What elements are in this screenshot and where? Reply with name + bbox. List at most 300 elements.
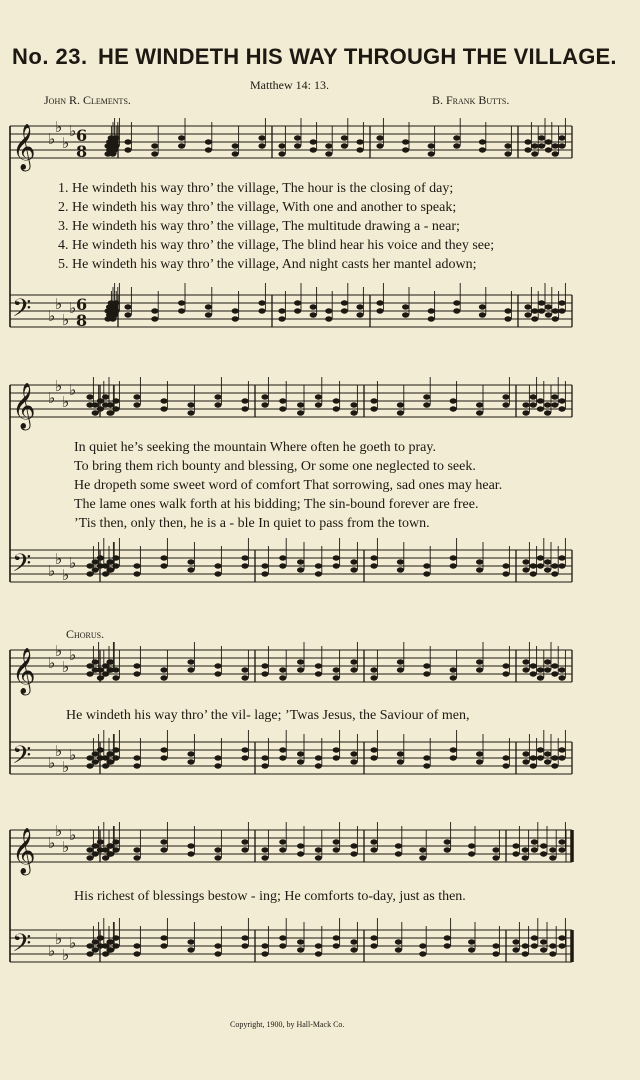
flat-sign-icon: ♭ xyxy=(62,758,70,776)
note-head xyxy=(333,406,340,411)
note-head xyxy=(558,839,565,844)
flat-sign-icon: ♭ xyxy=(69,381,77,399)
note-head xyxy=(294,300,301,305)
flat-sign-icon: ♭ xyxy=(69,646,77,664)
note-head xyxy=(187,751,194,756)
note-head xyxy=(370,839,377,844)
note-head xyxy=(325,308,332,313)
note-head xyxy=(370,935,377,940)
note-head xyxy=(522,751,529,756)
note-head xyxy=(397,667,404,672)
note-head xyxy=(540,939,547,944)
note-head xyxy=(552,143,559,148)
note-head xyxy=(279,935,286,940)
note-head xyxy=(397,751,404,756)
flat-sign-icon: ♭ xyxy=(55,377,63,395)
note-head xyxy=(423,663,430,668)
note-head xyxy=(530,571,537,576)
note-head xyxy=(537,398,544,403)
note-head xyxy=(232,143,239,148)
note-head xyxy=(551,402,558,407)
note-head xyxy=(92,851,99,856)
note-head xyxy=(315,571,322,576)
note-head xyxy=(106,759,113,764)
note-head xyxy=(151,143,158,148)
note-head xyxy=(261,402,268,407)
verse-1-line-1: 1. He windeth his way thro’ the village, The hour is the closing of day; xyxy=(58,181,454,196)
note-head xyxy=(124,312,131,317)
note-head xyxy=(151,151,158,156)
note-head xyxy=(106,559,113,564)
flat-sign-icon: ♭ xyxy=(69,122,77,140)
note-head xyxy=(350,939,357,944)
note-head xyxy=(545,304,552,309)
note-head xyxy=(106,402,113,407)
note-head xyxy=(423,571,430,576)
note-head xyxy=(476,567,483,572)
note-head xyxy=(205,139,212,144)
time-signature-bottom: 8 xyxy=(76,142,88,161)
note-head xyxy=(261,855,268,860)
note-head xyxy=(124,147,131,152)
note-head xyxy=(187,659,194,664)
note-head xyxy=(512,843,519,848)
note-head xyxy=(133,394,140,399)
flat-sign-icon: ♭ xyxy=(48,562,56,580)
note-head xyxy=(476,759,483,764)
note-head xyxy=(504,143,511,148)
note-head xyxy=(97,555,104,560)
note-head xyxy=(187,410,194,415)
note-head xyxy=(552,316,559,321)
note-head xyxy=(370,563,377,568)
note-head xyxy=(423,755,430,760)
note-head xyxy=(261,563,268,568)
note-head xyxy=(453,143,460,148)
note-head xyxy=(278,143,285,148)
note-head xyxy=(315,563,322,568)
note-head xyxy=(86,402,93,407)
note-head xyxy=(214,755,221,760)
verse-5-line-1: 5. He windeth his way thro’ the village, And night casts her mantel adown; xyxy=(58,257,477,272)
note-head xyxy=(160,555,167,560)
note-head xyxy=(397,759,404,764)
note-head xyxy=(102,394,109,399)
flat-sign-icon: ♭ xyxy=(62,946,70,964)
flat-sign-icon: ♭ xyxy=(62,134,70,152)
note-head xyxy=(315,402,322,407)
note-head xyxy=(232,316,239,321)
note-head xyxy=(160,398,167,403)
note-head xyxy=(540,851,547,856)
note-head xyxy=(315,847,322,852)
note-head xyxy=(278,316,285,321)
note-head xyxy=(97,563,104,568)
flat-sign-icon: ♭ xyxy=(48,834,56,852)
note-head xyxy=(402,312,409,317)
note-head xyxy=(537,406,544,411)
note-head xyxy=(350,851,357,856)
note-head xyxy=(522,943,529,948)
note-head xyxy=(297,567,304,572)
note-head xyxy=(522,759,529,764)
note-head xyxy=(214,763,221,768)
note-head xyxy=(310,139,317,144)
note-head xyxy=(551,671,558,676)
note-head xyxy=(205,147,212,152)
note-head xyxy=(333,943,340,948)
note-head xyxy=(538,308,545,313)
note-head xyxy=(537,747,544,752)
note-head xyxy=(341,308,348,313)
note-head xyxy=(549,951,556,956)
verse-3-line-2: He dropeth some sweet word of comfort That sorrowing, sad ones may hear. xyxy=(74,478,503,493)
note-head xyxy=(544,667,551,672)
note-head xyxy=(315,671,322,676)
note-head xyxy=(106,659,113,664)
note-head xyxy=(502,563,509,568)
note-head xyxy=(341,300,348,305)
note-head xyxy=(133,847,140,852)
note-head xyxy=(333,675,340,680)
note-head xyxy=(531,847,538,852)
note-head xyxy=(97,406,104,411)
note-head xyxy=(315,663,322,668)
note-head xyxy=(104,308,111,313)
note-head xyxy=(333,755,340,760)
note-head xyxy=(450,675,457,680)
note-head xyxy=(279,555,286,560)
note-head xyxy=(315,394,322,399)
note-head xyxy=(133,402,140,407)
note-head xyxy=(86,763,93,768)
note-head xyxy=(540,947,547,952)
flat-sign-icon: ♭ xyxy=(62,658,70,676)
note-head xyxy=(214,847,221,852)
note-head xyxy=(214,563,221,568)
note-head xyxy=(315,943,322,948)
note-head xyxy=(537,675,544,680)
note-head xyxy=(261,671,268,676)
note-head xyxy=(92,659,99,664)
note-head xyxy=(468,851,475,856)
note-head xyxy=(151,308,158,313)
note-head xyxy=(333,935,340,940)
note-head xyxy=(106,851,113,856)
note-head xyxy=(187,851,194,856)
note-head xyxy=(241,406,248,411)
note-head xyxy=(356,312,363,317)
note-head xyxy=(214,671,221,676)
note-head xyxy=(310,312,317,317)
note-head xyxy=(444,839,451,844)
note-head xyxy=(545,312,552,317)
note-head xyxy=(558,555,565,560)
note-head xyxy=(549,943,556,948)
note-head xyxy=(86,951,93,956)
treble-clef-icon: 𝄞 xyxy=(12,383,36,429)
note-head xyxy=(530,755,537,760)
note-head xyxy=(232,151,239,156)
note-head xyxy=(558,300,565,305)
note-head xyxy=(278,151,285,156)
note-head xyxy=(333,847,340,852)
note-head xyxy=(241,555,248,560)
note-head xyxy=(97,747,104,752)
flat-sign-icon: ♭ xyxy=(55,822,63,840)
note-head xyxy=(512,947,519,952)
note-head xyxy=(187,559,194,564)
note-head xyxy=(297,851,304,856)
note-head xyxy=(479,304,486,309)
note-head xyxy=(133,571,140,576)
note-head xyxy=(524,304,531,309)
note-head xyxy=(492,847,499,852)
verse-4-line-2: The lame ones walk forth at his bidding; The sin-bound forever are free. xyxy=(74,497,479,512)
flat-sign-icon: ♭ xyxy=(69,934,77,952)
note-head xyxy=(214,394,221,399)
note-head xyxy=(530,671,537,676)
note-head xyxy=(160,747,167,752)
note-head xyxy=(552,151,559,156)
note-head xyxy=(350,667,357,672)
note-head xyxy=(187,759,194,764)
note-head xyxy=(522,951,529,956)
note-head xyxy=(544,559,551,564)
note-head xyxy=(241,563,248,568)
note-head xyxy=(551,663,558,668)
note-head xyxy=(86,394,93,399)
note-head xyxy=(370,555,377,560)
note-head xyxy=(522,402,529,407)
note-head xyxy=(476,559,483,564)
note-head xyxy=(558,943,565,948)
flat-sign-icon: ♭ xyxy=(55,295,63,313)
flat-sign-icon: ♭ xyxy=(48,307,56,325)
flat-sign-icon: ♭ xyxy=(69,299,77,317)
note-head xyxy=(350,559,357,564)
note-head xyxy=(531,943,538,948)
note-head xyxy=(538,135,545,140)
note-head xyxy=(279,847,286,852)
bass-clef-icon: 𝄢 xyxy=(12,929,32,964)
note-head xyxy=(261,847,268,852)
note-head xyxy=(333,563,340,568)
note-head xyxy=(315,855,322,860)
note-head xyxy=(124,304,131,309)
note-head xyxy=(106,567,113,572)
note-head xyxy=(97,755,104,760)
flat-sign-icon: ♭ xyxy=(48,754,56,772)
note-head xyxy=(333,667,340,672)
note-head xyxy=(241,755,248,760)
note-head xyxy=(476,667,483,672)
note-head xyxy=(92,410,99,415)
note-head xyxy=(544,410,551,415)
note-head xyxy=(106,667,113,672)
note-head xyxy=(241,943,248,948)
note-head xyxy=(504,308,511,313)
note-head xyxy=(531,308,538,313)
note-head xyxy=(133,671,140,676)
note-head xyxy=(214,663,221,668)
flat-sign-icon: ♭ xyxy=(55,642,63,660)
note-head xyxy=(479,147,486,152)
note-head xyxy=(124,139,131,144)
note-head xyxy=(423,563,430,568)
note-head xyxy=(297,667,304,672)
note-head xyxy=(549,855,556,860)
treble-clef-icon: 𝄞 xyxy=(12,828,36,874)
note-head xyxy=(104,316,111,321)
note-head xyxy=(545,139,552,144)
note-head xyxy=(370,847,377,852)
note-head xyxy=(397,567,404,572)
note-head xyxy=(419,943,426,948)
note-head xyxy=(504,316,511,321)
note-head xyxy=(297,402,304,407)
note-head xyxy=(187,947,194,952)
flat-sign-icon: ♭ xyxy=(55,742,63,760)
note-head xyxy=(261,663,268,668)
note-head xyxy=(97,943,104,948)
bass-clef-icon: 𝄢 xyxy=(12,741,32,776)
note-head xyxy=(258,143,265,148)
note-head xyxy=(104,151,111,156)
note-head xyxy=(453,308,460,313)
note-head xyxy=(531,839,538,844)
note-head xyxy=(279,406,286,411)
note-head xyxy=(537,563,544,568)
note-head xyxy=(261,571,268,576)
note-head xyxy=(350,567,357,572)
note-head xyxy=(512,851,519,856)
note-head xyxy=(258,300,265,305)
note-head xyxy=(479,312,486,317)
note-head xyxy=(241,935,248,940)
note-head xyxy=(376,143,383,148)
note-head xyxy=(160,667,167,672)
note-head xyxy=(531,935,538,940)
note-head xyxy=(558,747,565,752)
note-head xyxy=(279,675,286,680)
note-head xyxy=(214,951,221,956)
flat-sign-icon: ♭ xyxy=(69,746,77,764)
note-head xyxy=(423,402,430,407)
note-head xyxy=(160,935,167,940)
note-head xyxy=(524,312,531,317)
note-head xyxy=(530,763,537,768)
note-head xyxy=(538,143,545,148)
note-head xyxy=(214,402,221,407)
note-head xyxy=(376,300,383,305)
note-head xyxy=(530,402,537,407)
note-head xyxy=(232,308,239,313)
note-head xyxy=(178,308,185,313)
treble-clef-icon: 𝄞 xyxy=(12,124,36,170)
note-head xyxy=(558,308,565,313)
note-head xyxy=(241,675,248,680)
note-head xyxy=(97,398,104,403)
note-head xyxy=(133,855,140,860)
note-head xyxy=(315,951,322,956)
note-head xyxy=(545,147,552,152)
note-head xyxy=(537,555,544,560)
note-head xyxy=(450,563,457,568)
note-head xyxy=(261,755,268,760)
note-head xyxy=(551,755,558,760)
note-head xyxy=(476,659,483,664)
note-head xyxy=(558,143,565,148)
note-head xyxy=(512,939,519,944)
note-head xyxy=(279,563,286,568)
note-head xyxy=(402,304,409,309)
bass-clef-icon: 𝄢 xyxy=(12,549,32,584)
note-head xyxy=(558,398,565,403)
note-head xyxy=(214,855,221,860)
note-head xyxy=(92,843,99,848)
note-head xyxy=(544,567,551,572)
flat-sign-icon: ♭ xyxy=(62,566,70,584)
composer-credit: B. Frank Butts. xyxy=(432,93,510,107)
note-head xyxy=(112,675,119,680)
note-head xyxy=(133,663,140,668)
note-head xyxy=(133,755,140,760)
note-head xyxy=(241,747,248,752)
note-head xyxy=(310,304,317,309)
note-head xyxy=(341,143,348,148)
note-head xyxy=(558,406,565,411)
note-head xyxy=(376,135,383,140)
note-head xyxy=(205,304,212,309)
note-head xyxy=(92,751,99,756)
note-head xyxy=(97,675,104,680)
note-head xyxy=(133,563,140,568)
note-head xyxy=(476,402,483,407)
note-head xyxy=(97,847,104,852)
note-head xyxy=(395,851,402,856)
note-head xyxy=(370,943,377,948)
note-head xyxy=(294,308,301,313)
note-head xyxy=(502,402,509,407)
note-head xyxy=(558,675,565,680)
note-head xyxy=(492,951,499,956)
note-head xyxy=(538,300,545,305)
note-head xyxy=(551,563,558,568)
note-head xyxy=(544,659,551,664)
flat-sign-icon: ♭ xyxy=(62,393,70,411)
note-head xyxy=(92,947,99,952)
note-head xyxy=(187,567,194,572)
treble-clef-icon: 𝄞 xyxy=(12,648,36,694)
note-head xyxy=(522,567,529,572)
note-head xyxy=(315,763,322,768)
note-head xyxy=(297,410,304,415)
hymn-title: HE WINDETH HIS WAY THROUGH THE VILLAGE. xyxy=(98,44,617,69)
note-head xyxy=(86,571,93,576)
note-head xyxy=(341,135,348,140)
note-head xyxy=(522,410,529,415)
note-head xyxy=(428,316,435,321)
note-head xyxy=(261,394,268,399)
note-head xyxy=(310,147,317,152)
note-head xyxy=(453,135,460,140)
note-head xyxy=(558,847,565,852)
note-head xyxy=(370,398,377,403)
note-head xyxy=(187,939,194,944)
note-head xyxy=(530,663,537,668)
note-head xyxy=(428,151,435,156)
